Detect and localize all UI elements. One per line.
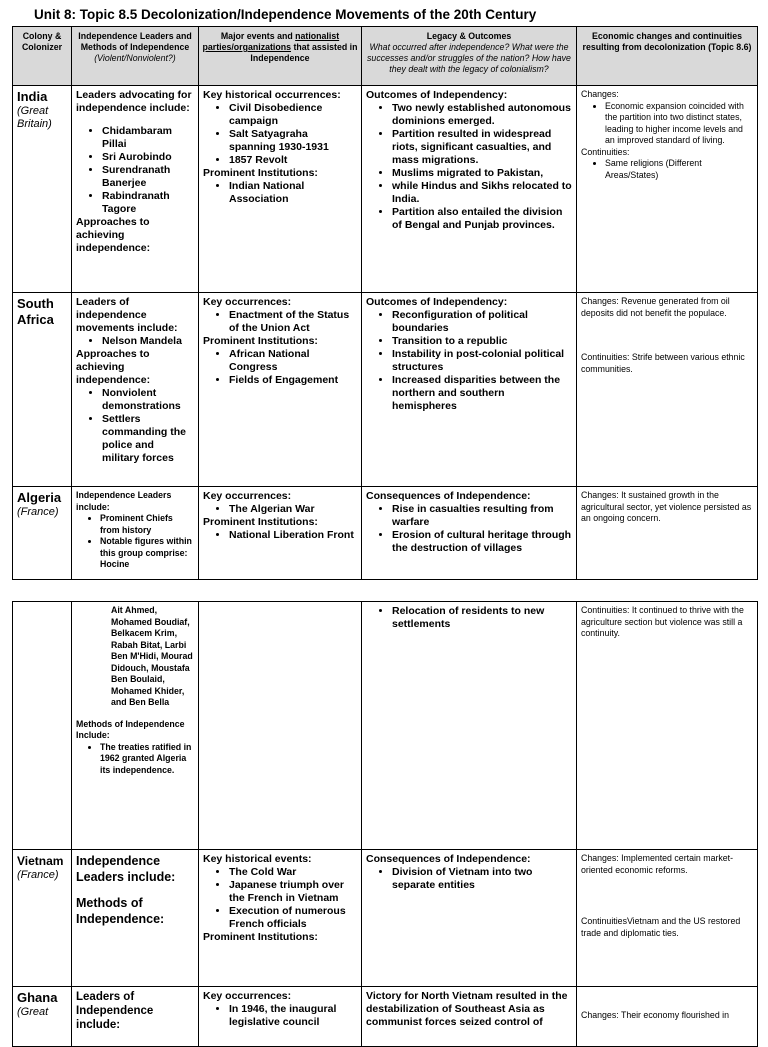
list-item: • Same religions (Different Areas/States) (605, 158, 753, 181)
list-item: • Muslims migrated to Pakistan, (392, 167, 572, 180)
table-row-algeria (13, 487, 758, 580)
list-item: • Japanese triumph over the French in Vietnam (229, 879, 357, 905)
cell-colony (13, 86, 72, 293)
table-row-algeria-continued (13, 602, 758, 850)
list-item: • Surendranath Banerjee (102, 164, 194, 190)
list-item: • Erosion of cultural heritage through the destruction of villages (392, 529, 572, 555)
list-item: • National Liberation Front (229, 529, 357, 542)
list-item: • Economic expansion coincided with the partition into two distinct states, leading to higher income levels and an improved standard of living. (605, 101, 753, 147)
cell-economic: Changes: • Economic expansion coincided with the partition into two distinct states, leading to higher income levels and an improved standard of living. Continuities: • Same religions (Different Areas/States) (577, 86, 758, 293)
cell-leaders: Independence Leaders include: Methods of Independence: (72, 850, 199, 987)
list-item: • Increased disparities between the northern and southern hemispheres (392, 374, 572, 413)
country-name: Vietnam (17, 854, 64, 868)
list-item: • Rabindranath Tagore (102, 190, 194, 216)
list-item: • Notable figures within this group comprise: Hocine (100, 536, 194, 571)
list-item: • Settlers commanding the police and military forces (102, 413, 194, 465)
cell-legacy (362, 602, 577, 850)
list-item: • Indian National Association (229, 180, 357, 206)
colonizer-name: (Great (17, 1006, 49, 1018)
cell-colony (13, 487, 72, 580)
list-item: • while Hindus and Sikhs relocated to India. (392, 180, 572, 206)
header-colony: Colony & Colonizer (13, 27, 72, 86)
colonizer-name: (Great Britain) (17, 105, 52, 130)
table-row-vietnam (13, 850, 758, 987)
table-part-2 (12, 601, 758, 1047)
list-item: • Fields of Engagement (229, 374, 357, 387)
list-item: • Sri Aurobindo (102, 151, 194, 164)
cell-events: Key historical events: • The Cold War • Japanese triumph over the French in Vietnam • Execution of numerous French officials Prominent Institutions: (199, 850, 362, 987)
list-item: • Chidambaram Pillai (102, 125, 194, 151)
header-economic: Economic changes and continuities resulting from decolonization (Topic 8.6) (577, 27, 758, 86)
page-title: Unit 8: Topic 8.5 Decolonization/Independence Movements of the 20th Century (34, 7, 537, 22)
cell-economic: Changes: Implemented certain market-oriented economic reforms. ContinuitiesVietnam and the US restored trade and diplomatic ties. (577, 850, 758, 987)
list-item: • The treaties ratified in 1962 granted Algeria its independence. (100, 742, 194, 777)
cell-events: Key historical occurrences: • Civil Disobedience campaign • Salt Satyagraha spanning 1930-1931 • 1857 Revolt Prominent Institutions: • Indian National Association (199, 86, 362, 293)
cell-legacy: Consequences of Independence: • Rise in casualties resulting from warfare • Erosion of cultural heritage through the destruction of villages (362, 487, 577, 580)
table-row-south-africa (13, 293, 758, 487)
table-row-ghana (13, 987, 758, 1047)
colonizer-name: (France) (17, 869, 59, 881)
list-item: • The Cold War (229, 866, 357, 879)
list-item: • Nonviolent demonstrations (102, 387, 194, 413)
cell-economic: Changes: Their economy flourished in (577, 987, 758, 1047)
cell-leaders: Independence Leaders include: • Prominent Chiefs from history • Notable figures within this group comprise: Hocine (72, 487, 199, 580)
cell-colony (13, 293, 72, 487)
list-item: • Nelson Mandela (102, 335, 194, 348)
list-item: • Civil Disobedience campaign (229, 102, 357, 128)
list-item: • African National Congress (229, 348, 357, 374)
cell-economic: Continuities: It continued to thrive with the agriculture section but violence was still a continuity. (577, 602, 758, 850)
country-name: Algeria (17, 490, 62, 505)
cell-events: Key occurrences: • The Algerian War Prominent Institutions: • National Liberation Front (199, 487, 362, 580)
list-item: • Reconfiguration of political boundaries (392, 309, 572, 335)
header-legacy: Legacy & Outcomes What occurred after independence? What were the successes and/or struggles of the nation? How have they dealt with the legacy of colonialism? (362, 27, 577, 86)
cell-leaders: Ait Ahmed, Mohamed Boudiaf, Belkacem Krim, Rabah Bitat, Larbi Ben M'Hidi, Mourad Didouch, Moustafa Ben Boulaid, Mohamed Khider, and Ben Bella Methods of Independence Include: • The treaties ratified in 1962 granted Algeria its independence. (72, 602, 199, 850)
list-item: • In 1946, the inaugural legislative council (229, 1003, 357, 1029)
cell-colony (13, 602, 72, 850)
table-part-1 (12, 26, 758, 580)
list-item: • Two newly established autonomous dominions emerged. (392, 102, 572, 128)
list-item: • Execution of numerous French officials (229, 905, 357, 931)
list-item: • Enactment of the Status of the Union Act (229, 309, 357, 335)
country-name: Ghana (17, 990, 58, 1005)
header-events: Major events and nationalist parties/organizations that assisted in Independence (199, 27, 362, 86)
country-name: South Africa (17, 296, 54, 327)
cell-legacy: Consequences of Independence: • Division of Vietnam into two separate entities (362, 850, 577, 987)
table-header-row (13, 27, 758, 86)
cell-legacy: Outcomes of Independency: • Two newly established autonomous dominions emerged. • Partition resulted in widespread riots, significant casualties, and mass migrations. • Muslims migrated to Pakistan, • while Hindus and Sikhs relocated to India. • Partition also entailed the division of Bengal and Punjab provinces. (362, 86, 577, 293)
colonizer-name: (France) (17, 506, 59, 518)
cell-colony (13, 987, 72, 1047)
list-item: • Relocation of residents to new settlements (392, 605, 572, 631)
list-item: • Transition to a republic (392, 335, 572, 348)
list-item: • The Algerian War (229, 503, 357, 516)
cell-events: Key occurrences: • In 1946, the inaugural legislative council (199, 987, 362, 1047)
cell-colony (13, 850, 72, 987)
cell-leaders: Leaders of Independence include: (72, 987, 199, 1047)
list-item: • Partition resulted in widespread riots, significant casualties, and mass migrations. (392, 128, 572, 167)
list-item: • Instability in post-colonial political structures (392, 348, 572, 374)
cell-economic: Changes: Revenue generated from oil deposits did not benefit the populace. Continuities: Strife between various ethnic communities. (577, 293, 758, 487)
cell-events (199, 602, 362, 850)
cell-economic: Changes: It sustained growth in the agricultural sector, yet violence persisted as an ongoing concern. (577, 487, 758, 580)
list-item: • Partition also entailed the division of Bengal and Punjab provinces. (392, 206, 572, 232)
list-item: • Prominent Chiefs from history (100, 513, 194, 536)
header-leaders: Independence Leaders and Methods of Independence (Violent/Nonviolent?) (72, 27, 199, 86)
list-item: • Division of Vietnam into two separate entities (392, 866, 572, 892)
cell-legacy: Victory for North Vietnam resulted in the destabilization of Southeast Asia as communist forces seized control of (362, 987, 577, 1047)
cell-leaders: Leaders advocating for independence include: • Chidambaram Pillai • Sri Aurobindo • Surendranath Banerjee • Rabindranath Tagore Approaches to achieving independence: (72, 86, 199, 293)
cell-legacy: Outcomes of Independency: • Reconfiguration of political boundaries • Transition to a republic • Instability in post-colonial political structures • Increased disparities between the northern and southern hemispheres (362, 293, 577, 487)
cell-leaders: Leaders of independence movements include: • Nelson Mandela Approaches to achieving independence: • Nonviolent demonstrations • Settlers commanding the police and military forces (72, 293, 199, 487)
list-item: • Rise in casualties resulting from warfare (392, 503, 572, 529)
table-row-india (13, 86, 758, 293)
cell-events: Key occurrences: • Enactment of the Status of the Union Act Prominent Institutions: • African National Congress • Fields of Engagement (199, 293, 362, 487)
list-item: • 1857 Revolt (229, 154, 357, 167)
list-item: • Salt Satyagraha spanning 1930-1931 (229, 128, 357, 154)
country-name: India (17, 89, 48, 104)
